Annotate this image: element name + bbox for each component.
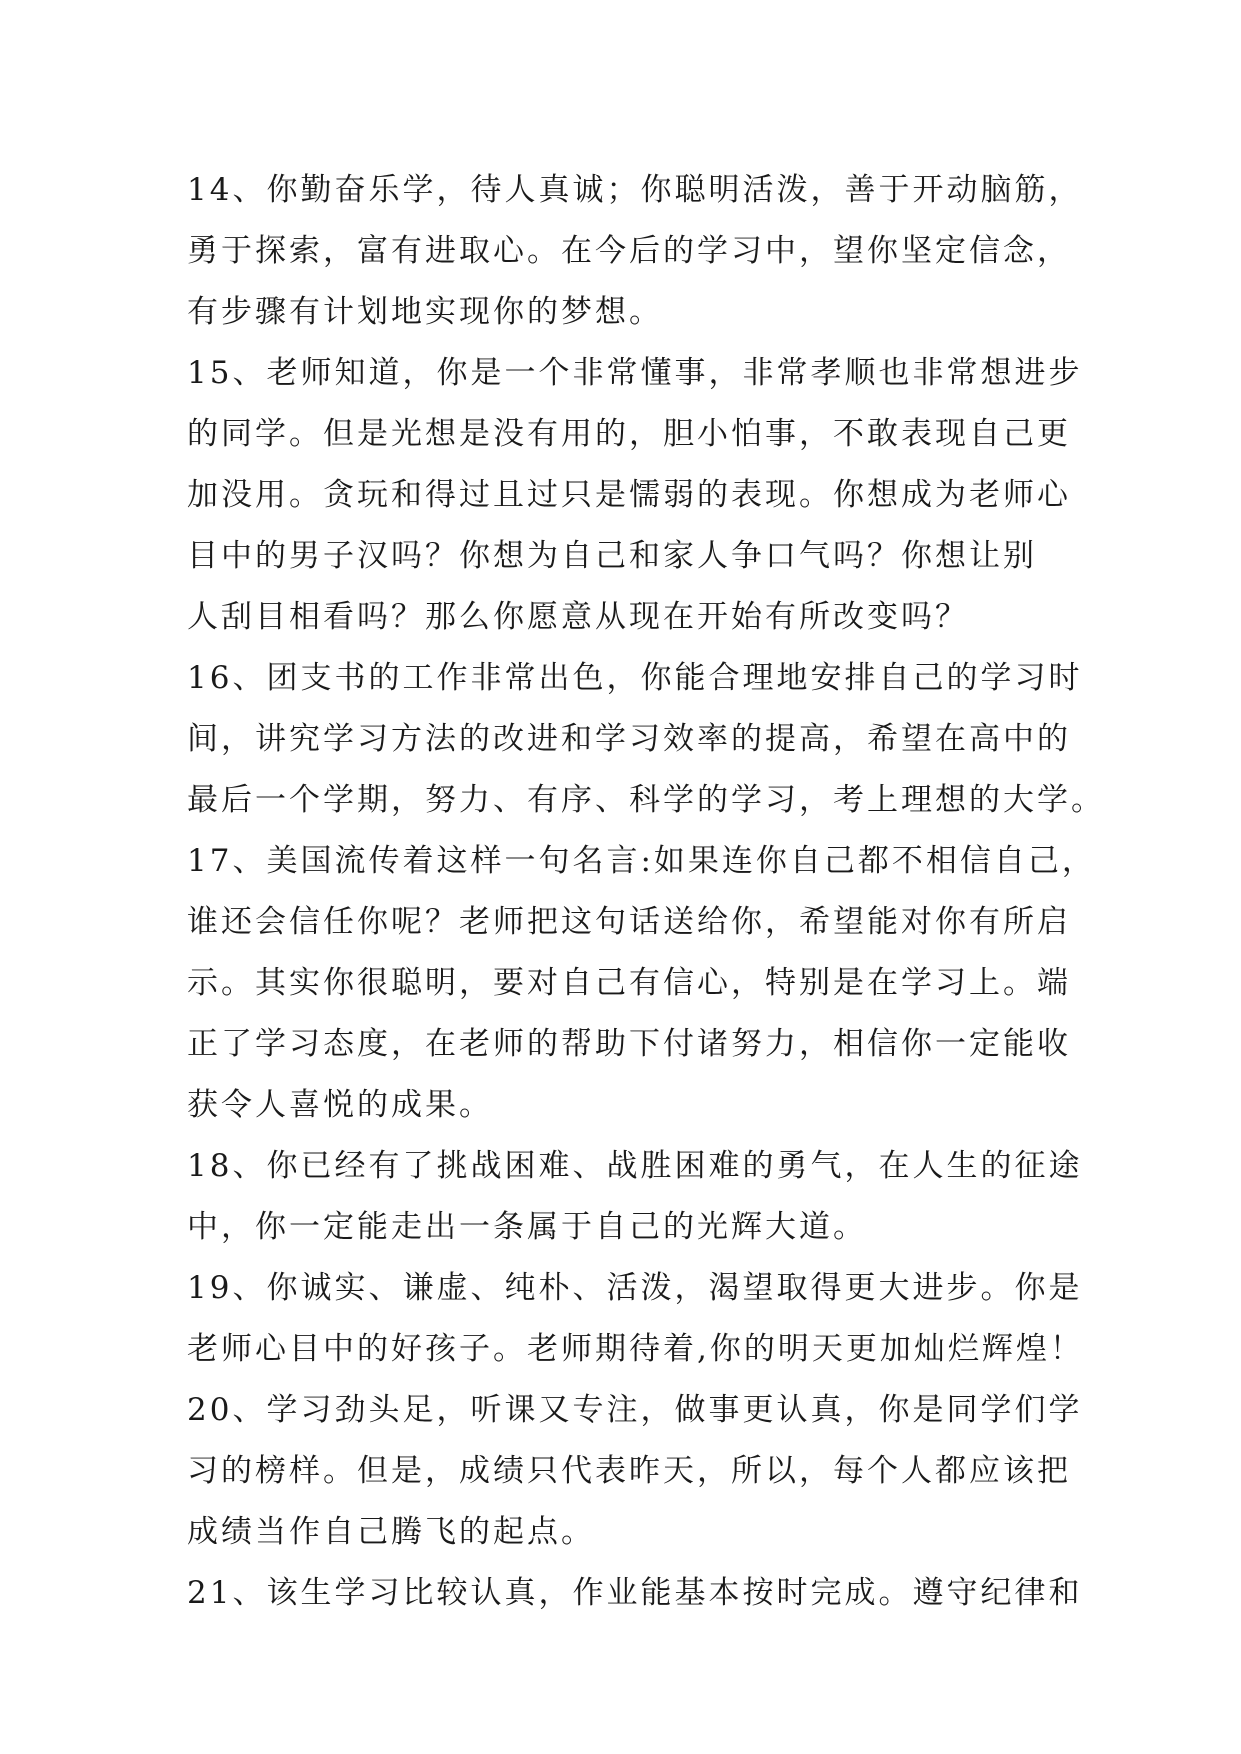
text-line: 中，你一定能走出一条属于自己的光辉大道。 [187,1209,867,1245]
text-line: 成绩当作自己腾飞的起点。 [187,1514,595,1550]
comment-paragraph-14 [187,160,1083,343]
comment-paragraph-17 [187,831,1096,1136]
text-line: 示。其实你很聪明，要对自己有信心，特别是在学习上。端 [187,965,1071,1001]
text-line: 间，讲究学习方法的改进和学习效率的提高，希望在高中的 [187,721,1071,757]
text-line: 获令人喜悦的成果。 [187,1087,493,1123]
text-line: 习的榜样。但是，成绩只代表昨天，所以，每个人都应该把 [187,1453,1071,1489]
comment-paragraph-16 [187,648,1105,831]
text-line: 17、美国流传着这样一句名言:如果连你自己都不相信自己， [187,843,1096,879]
text-line: 勇于探索，富有进取心。在今后的学习中，望你坚定信念， [187,233,1071,269]
text-line: 加没用。贪玩和得过且过只是懦弱的表现。你想成为老师心 [187,477,1071,513]
comment-paragraph-21 [187,1563,1083,1624]
text-line: 15、老师知道，你是一个非常懂事，非常孝顺也非常想进步 [187,355,1083,391]
text-line: 16、团支书的工作非常出色，你能合理地安排自己的学习时 [187,660,1083,696]
text-line: 最后一个学期，努力、有序、科学的学习，考上理想的大学。 [187,782,1105,818]
text-line: 有步骤有计划地实现你的梦想。 [187,294,663,330]
text-line: 18、你已经有了挑战困难、战胜困难的勇气，在人生的征途 [187,1148,1083,1184]
text-line: 正了学习态度，在老师的帮助下付诸努力，相信你一定能收 [187,1026,1071,1062]
text-line: 19、你诚实、谦虚、纯朴、活泼，渴望取得更大进步。你是 [187,1270,1083,1306]
text-line: 谁还会信任你呢？老师把这句话送给你，希望能对你有所启 [187,904,1071,940]
comment-paragraph-15 [187,343,1083,648]
comment-paragraph-20 [187,1380,1083,1563]
comment-paragraph-18 [187,1136,1083,1258]
text-line: 人刮目相看吗？那么你愿意从现在开始有所改变吗？ [187,599,969,635]
text-line: 21、该生学习比较认真，作业能基本按时完成。遵守纪律和 [187,1575,1083,1611]
document-body [187,160,1105,1624]
text-line: 目中的男子汉吗？你想为自己和家人争口气吗？你想让别 [187,538,1037,574]
text-line: 老师心目中的好孩子。老师期待着,你的明天更加灿烂辉煌！ [187,1331,1084,1367]
text-line: 的同学。但是光想是没有用的，胆小怕事，不敢表现自己更 [187,416,1071,452]
comment-paragraph-19 [187,1258,1084,1380]
text-line: 14、你勤奋乐学，待人真诚；你聪明活泼，善于开动脑筋， [187,172,1083,208]
text-line: 20、学习劲头足，听课又专注，做事更认真，你是同学们学 [187,1392,1083,1428]
